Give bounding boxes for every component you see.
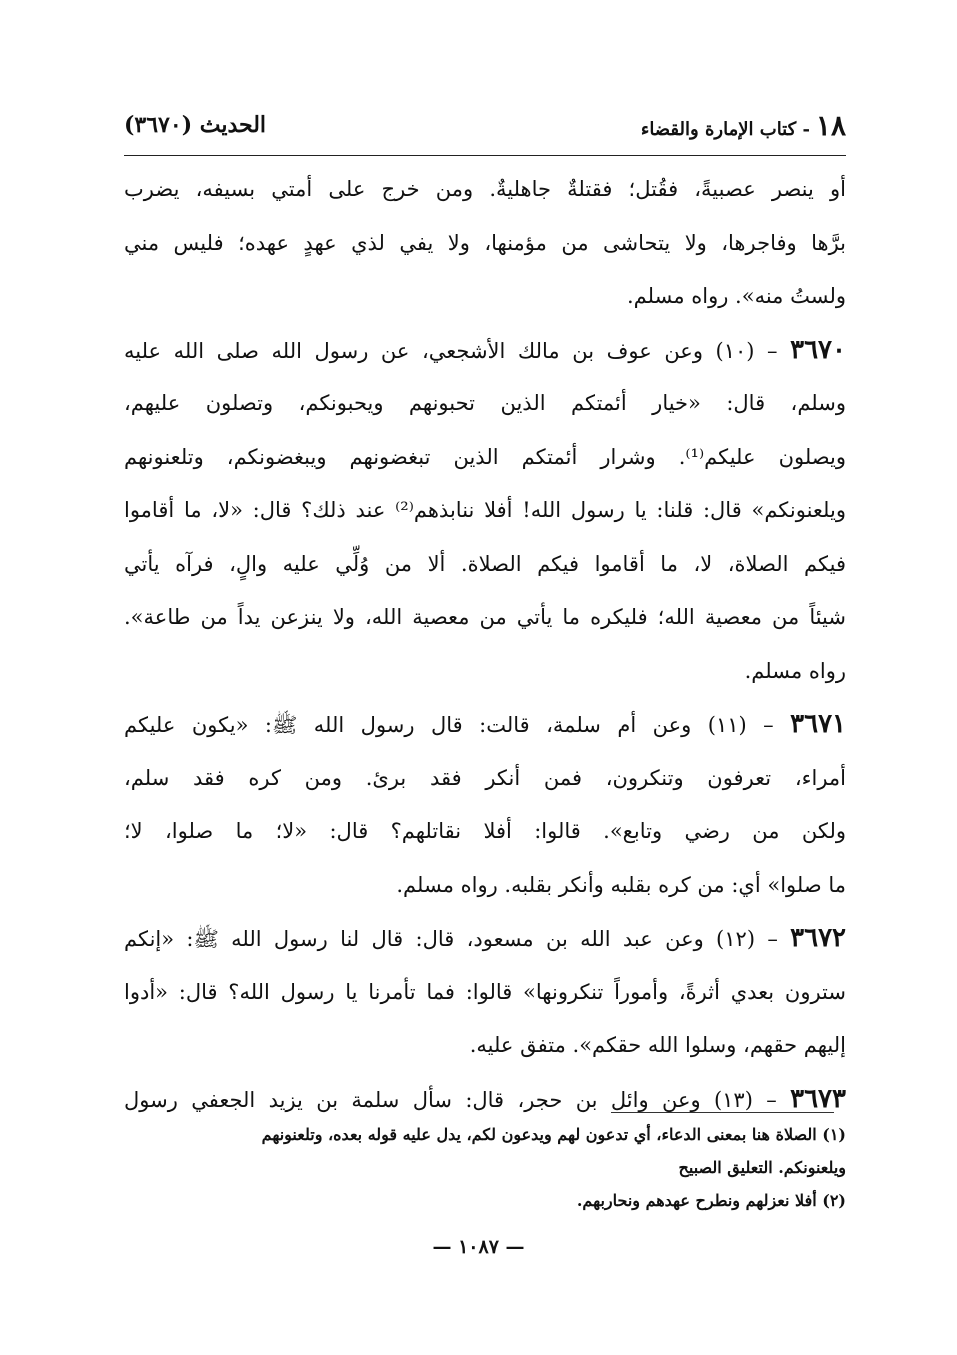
footnote-line: (٢) أفلا نعزلهم ونطرح عهدهم ونحاربهم. — [576, 1191, 846, 1210]
line-text: برَّها وفاجرها، ولا يتحاشى من مؤمنها، ولا يفي لذي عهدٍ عهده؛ فليس مني — [124, 230, 846, 255]
text-line — [124, 484, 846, 538]
running-header — [124, 100, 846, 150]
text-line — [124, 645, 846, 699]
line-text: ولكن من رضي وتابع». قالوا: أفلا نقاتلهم؟ قال: «لا؛ ما صلوا، لا؛ — [124, 819, 846, 843]
hadith-number: ٣٦٧٢ — [790, 923, 846, 953]
text-line — [124, 859, 846, 913]
line-text: ويصلون عليكم⁽¹⁾. وشرار أئمتكم الذين تبغضونهم ويبغضونكم، وتلعنونهم — [124, 444, 846, 469]
hadith-number: ٣٦٧٠ — [790, 334, 846, 365]
line-text: – (١٢) وعن عبد الله بن مسعود، قال: قال لنا رسول الله ﷺ: «إنكم — [124, 927, 778, 951]
footnotes — [124, 1118, 846, 1217]
line-text: ويلعنونكم» قال: قلنا: يا رسول الله! أفلا ننابذهم⁽²⁾ عند ذلك؟ قال: «لا، ما أقاموا — [124, 498, 846, 522]
text-line — [124, 966, 846, 1020]
text-line — [124, 270, 846, 324]
main-text — [124, 163, 846, 1126]
text-line — [124, 1019, 846, 1073]
line-text: ما صلوا» أي: من كره بقلبه وأنكر بقلبه. رواه مسلم. — [396, 872, 846, 897]
line-text: سترون بعدي أثرةً، وأموراً تنكرونها» قالوا: فما تأمرنا يا رسول الله؟ قال: «أدوا — [124, 979, 846, 1004]
line-text: أمراء، تعرفون وتنكرون، فمن أنكر فقد برئ. ومن كره فقد سلم، — [124, 765, 846, 790]
line-text: ولستُ منه». رواه مسلم. — [627, 284, 846, 308]
hadith-reference: الحديث (٣٦٧٠) — [124, 112, 267, 138]
text-line — [124, 217, 846, 271]
line-text: وسلم، قال: «خيار أئمتكم الذين تحبونهم ويحبونكم، وتصلون عليهم، — [124, 391, 846, 415]
line-text: أو ينصر عصبيةً، فقُتل؛ فقتلةٌ جاهليةٌ. ومن خرج على أمتي بسيفه، يضرب — [124, 177, 846, 201]
text-line — [124, 431, 846, 485]
chapter-number: ١٨ — [815, 108, 846, 142]
footnote-line: (١) الصلاة هنا بمعنى الدعاء، أي تدعون لهم ويدعون لكم، يدل عليه قوله بعده، وتلعنونهم — [261, 1125, 846, 1144]
footnote-line: ويلعنونكم. التعليق الصبيح — [678, 1158, 846, 1177]
footnote-divider — [611, 1112, 834, 1113]
chapter-heading — [641, 109, 846, 142]
chapter-title: - كتاب الإمارة والقضاء — [640, 118, 810, 140]
text-line — [124, 324, 846, 378]
line-text: – (١٠) وعن عوف بن مالك الأشجعي، عن رسول الله صلى الله عليه — [124, 338, 778, 363]
text-line — [124, 591, 846, 645]
text-line — [124, 805, 846, 859]
page-number: — ١٠٨٧ — — [432, 1236, 525, 1258]
text-line — [124, 377, 846, 431]
line-text: فيكم الصلاة، لا، ما أقاموا فيكم الصلاة. ألا من وُلِّي عليه والٍ، فرآه يأتي — [124, 551, 846, 576]
line-text: رواه مسلم. — [744, 658, 846, 683]
hadith-number: ٣٦٧٣ — [790, 1083, 846, 1114]
header-divider — [124, 155, 846, 156]
text-line — [124, 698, 846, 752]
line-text: – (١٣) وعن وائل بن حجر، قال: سأل سلمة بن يزيد الجعفي رسول — [124, 1087, 777, 1112]
line-text: – (١١) وعن أم سلمة، قالت: قال رسول الله ﷺ: «يكون عليكم — [124, 713, 774, 737]
text-line — [124, 752, 846, 806]
text-line — [124, 912, 846, 966]
text-line — [124, 538, 846, 592]
line-text: شيئاً من معصية الله؛ فليكره ما يأتي من معصية الله، ولا ينزعن يداً من طاعة». — [124, 605, 846, 629]
line-text: إليهم حقهم، وسلوا الله حقكم». متفق عليه. — [469, 1033, 846, 1057]
hadith-number: ٣٦٧١ — [790, 709, 846, 739]
text-line — [124, 163, 846, 217]
